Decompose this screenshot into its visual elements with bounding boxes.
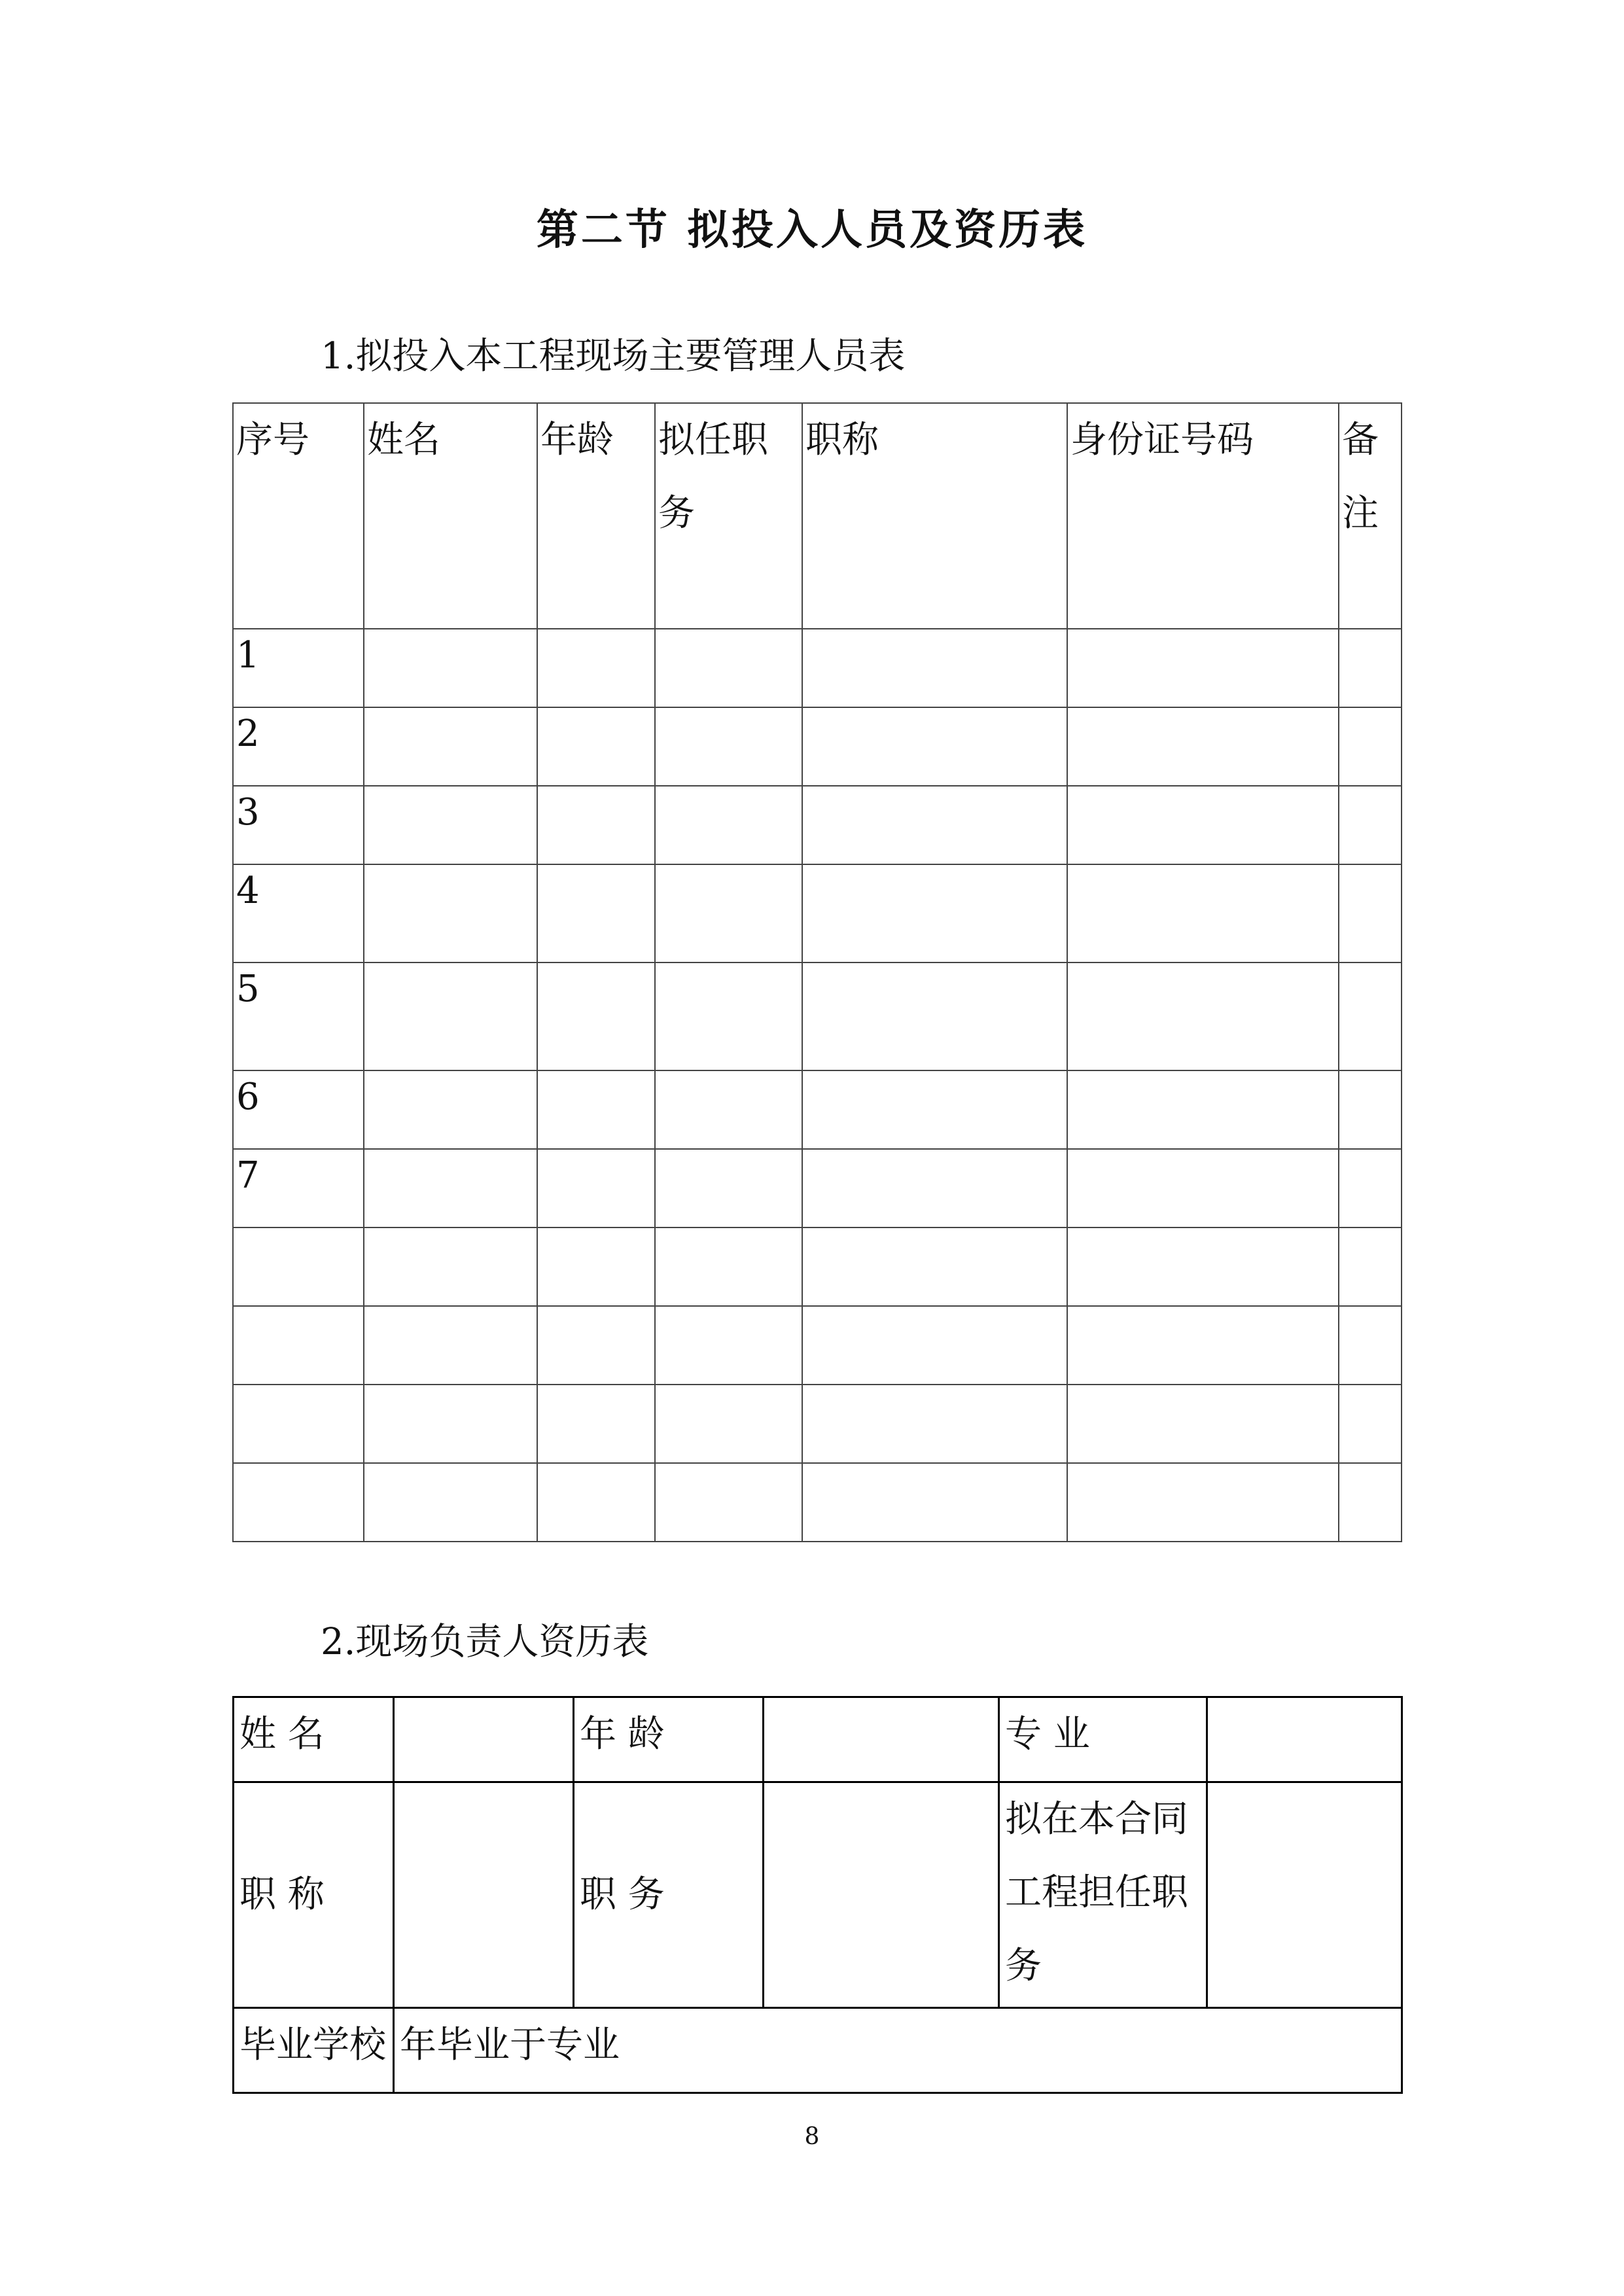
col-header-title: 职称 [802,403,1067,629]
table-cell[interactable] [802,1227,1067,1306]
table-cell[interactable] [1339,1070,1402,1149]
table-cell[interactable] [537,1227,655,1306]
value-graduation[interactable]: 年毕业于专业 [394,2008,1402,2093]
table-cell[interactable] [1339,963,1402,1070]
table-cell[interactable] [364,864,537,963]
table-cell[interactable] [364,1070,537,1149]
row-index [233,1463,364,1542]
table-cell[interactable] [537,864,655,963]
table-cell[interactable] [537,963,655,1070]
table-row [233,1227,1402,1306]
table-cell[interactable] [802,1070,1067,1149]
table-cell[interactable] [1339,1149,1402,1227]
table-row [234,2008,1402,2093]
table-cell[interactable] [1339,707,1402,786]
col-header-age: 年龄 [537,403,655,629]
label-age: 年 龄 [574,1697,764,1782]
table-cell[interactable] [655,629,802,707]
table-cell[interactable] [655,1306,802,1385]
table-cell[interactable] [1339,1385,1402,1463]
table-row [233,1306,1402,1385]
table-cell[interactable] [655,1385,802,1463]
table-cell[interactable] [802,786,1067,864]
table-cell[interactable] [1067,629,1339,707]
table-cell[interactable] [1067,707,1339,786]
table-cell[interactable] [1339,1463,1402,1542]
table-cell[interactable] [364,786,537,864]
table-cell[interactable] [364,1385,537,1463]
table-cell[interactable] [364,1306,537,1385]
table-row [233,1385,1402,1463]
table-cell[interactable] [1339,864,1402,963]
page-number: 8 [804,2123,820,2150]
manager-resume-table [232,1696,1403,2094]
label-major: 专 业 [999,1697,1207,1782]
table-cell[interactable] [1067,1070,1339,1149]
row-index [233,1385,364,1463]
table-cell[interactable] [1067,864,1339,963]
table-cell[interactable] [802,1463,1067,1542]
value-age[interactable] [764,1697,999,1782]
table-cell[interactable] [802,1306,1067,1385]
table-cell[interactable] [364,963,537,1070]
table-cell[interactable] [1067,963,1339,1070]
row-index: 6 [233,1070,364,1149]
row-index: 7 [233,1149,364,1227]
col-header-name: 姓名 [364,403,537,629]
table-cell[interactable] [655,1463,802,1542]
col-header-position: 拟任职务 [655,403,802,629]
table-cell[interactable] [537,1306,655,1385]
value-name[interactable] [394,1697,574,1782]
table-cell[interactable] [655,1070,802,1149]
table-cell[interactable] [364,629,537,707]
table-row [233,864,1402,963]
table-cell[interactable] [364,1149,537,1227]
page-title: 第二节 拟投入人员及资历表 [536,205,1088,255]
value-major[interactable] [1207,1697,1402,1782]
table-cell[interactable] [655,963,802,1070]
table-cell[interactable] [655,1227,802,1306]
table-cell[interactable] [802,1385,1067,1463]
table-cell[interactable] [1067,1306,1339,1385]
table-cell[interactable] [802,963,1067,1070]
section2-heading: 2.现场负责人资历表 [321,1621,649,1663]
table-cell[interactable] [1067,1463,1339,1542]
label-name: 姓 名 [234,1697,394,1782]
table-cell[interactable] [537,1070,655,1149]
label-contract-role: 拟在本合同工程担任职务 [999,1782,1207,2008]
table-row [233,1070,1402,1149]
col-header-remarks: 备注 [1339,403,1402,629]
table-cell[interactable] [1067,786,1339,864]
row-index: 5 [233,963,364,1070]
row-index: 2 [233,707,364,786]
section1-heading: 1.拟投入本工程现场主要管理人员表 [321,335,906,378]
table-cell[interactable] [802,1149,1067,1227]
table-row [233,1463,1402,1542]
table-cell[interactable] [364,1463,537,1542]
table-cell[interactable] [802,864,1067,963]
table-cell[interactable] [802,707,1067,786]
table-row [234,1782,1402,2008]
row-index [233,1227,364,1306]
table-header-row [233,403,1402,629]
table-cell[interactable] [655,786,802,864]
table-cell[interactable] [537,629,655,707]
table-cell[interactable] [1067,1385,1339,1463]
table-cell[interactable] [655,707,802,786]
table-cell[interactable] [1067,1227,1339,1306]
table-cell[interactable] [655,1149,802,1227]
table-row [233,707,1402,786]
row-index: 3 [233,786,364,864]
label-title: 职 称 [234,1782,394,2008]
table-cell[interactable] [1067,1149,1339,1227]
value-position[interactable] [764,1782,999,2008]
table-cell[interactable] [537,1385,655,1463]
table-cell[interactable] [1339,629,1402,707]
table-row [233,1149,1402,1227]
label-position: 职 务 [574,1782,764,2008]
row-index [233,1306,364,1385]
row-index: 4 [233,864,364,963]
table-cell[interactable] [537,707,655,786]
table-cell[interactable] [537,786,655,864]
value-contract-role[interactable] [1207,1782,1402,2008]
table-cell[interactable] [537,1463,655,1542]
table-row [233,786,1402,864]
table-row [234,1697,1402,1782]
row-index: 1 [233,629,364,707]
table-cell[interactable] [802,629,1067,707]
label-school: 毕业学校 [234,2008,394,2093]
col-header-id-number: 身份证号码 [1067,403,1339,629]
table-row [233,629,1402,707]
col-header-index: 序号 [233,403,364,629]
table-cell[interactable] [1339,1227,1402,1306]
table-cell[interactable] [1339,1306,1402,1385]
table-cell[interactable] [655,864,802,963]
table-cell[interactable] [364,1227,537,1306]
table-cell[interactable] [1339,786,1402,864]
value-title[interactable] [394,1782,574,2008]
table-cell[interactable] [364,707,537,786]
table-cell[interactable] [537,1149,655,1227]
staff-table [232,402,1402,1542]
table-row [233,963,1402,1070]
